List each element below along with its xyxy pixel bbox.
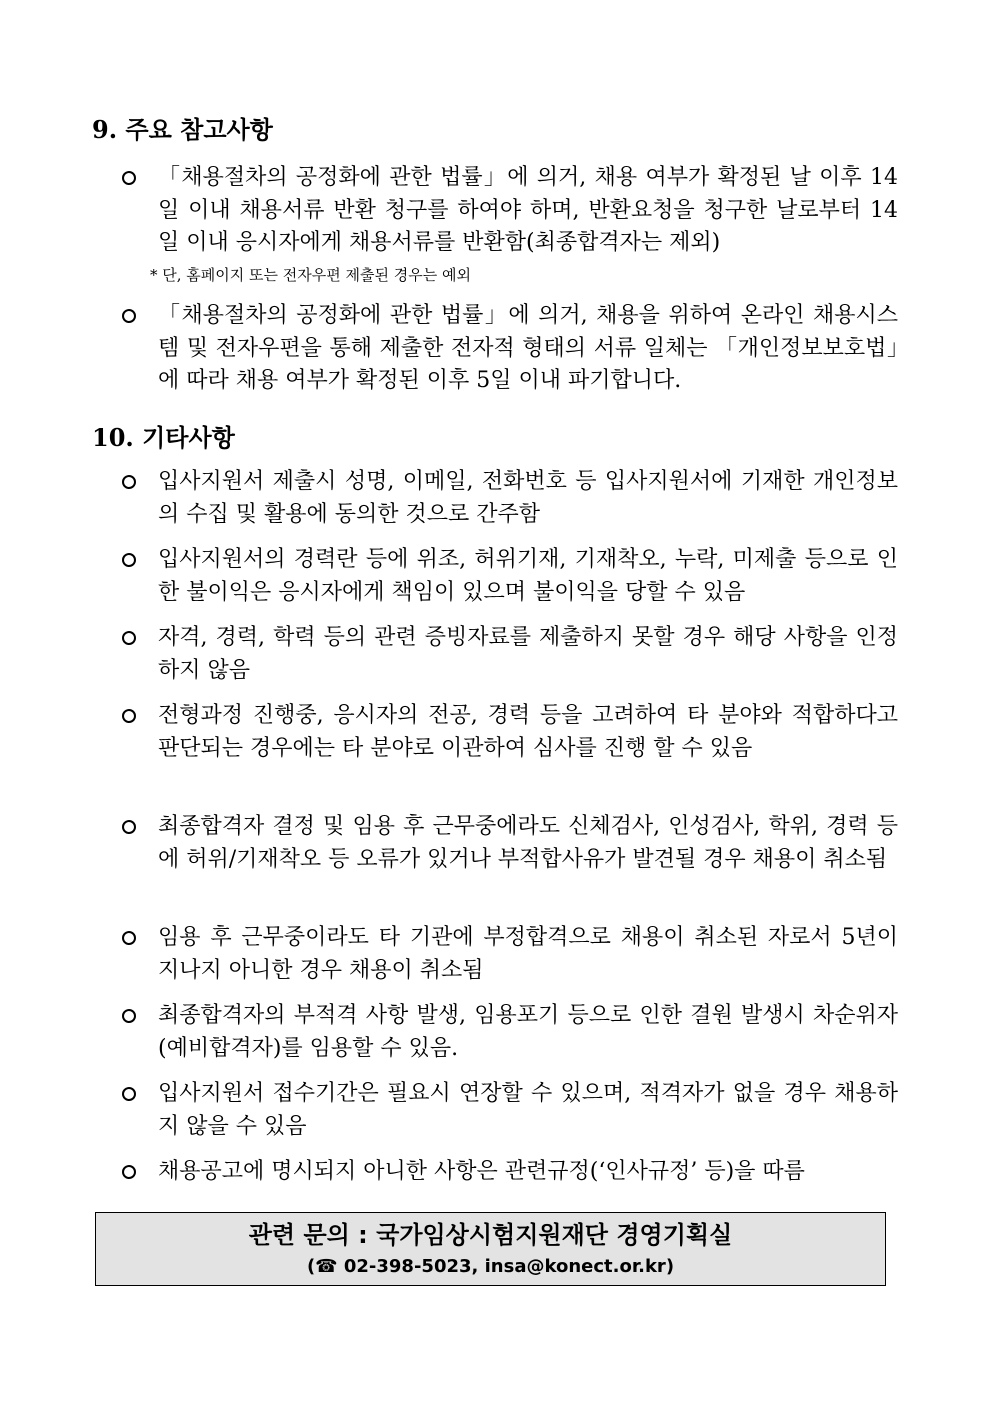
circle-bullet-icon	[122, 1165, 136, 1179]
contact-title: 관련 문의 : 국가임상시험지원재단 경영기획실	[248, 1221, 733, 1249]
section-10-item-8-text: 입사지원서 접수기간은 필요시 연장할 수 있으며, 적격자가 없을 경우 채용하지 않을 수 있음	[158, 1081, 898, 1139]
section-10-item-5-text: 최종합격자 결정 및 임용 후 근무중에라도 신체검사, 인성검사, 학위, 경력 등에 허위/기재착오 등 오류가 있거나 부적합사유가 발견될 경우 채용이 취소됨	[158, 814, 898, 872]
section-9-item-2-text: 「채용절차의 공정화에 관한 법률」에 의거, 채용을 위하여 온라인 채용시스템 및 전자우편을 통해 제출한 전자적 형태의 서류 일체는 「개인정보보호법」에 따라 채용 여부가 확정된 이후 5일 이내 파기합니다.	[158, 303, 898, 393]
section-10-heading: 10. 기타사항	[92, 423, 235, 452]
circle-bullet-icon	[122, 309, 136, 323]
section-9-heading: 9. 주요 참고사항	[92, 115, 273, 144]
circle-bullet-icon	[122, 631, 136, 645]
section-9-item-1-text: 「채용절차의 공정화에 관한 법률」에 의거, 채용 여부가 확정된 날 이후 14일 이내 채용서류 반환 청구를 하여야 하며, 반환요청을 청구한 날로부터 14일 이내 응시자에게 채용서류를 반환함(최종합격자는 제외)	[158, 165, 898, 255]
circle-bullet-icon	[122, 475, 136, 489]
section-10-item-3-text: 자격, 경력, 학력 등의 관련 증빙자료를 제출하지 못할 경우 해당 사항을 인정하지 않음	[158, 625, 898, 683]
section-9-note: * 단, 홈페이지 또는 전자우편 제출된 경우는 예외	[150, 266, 471, 284]
contact-phone-email: (☎ 02-398-5023, insa@konect.or.kr)	[306, 1256, 675, 1277]
contact-info-box	[95, 1212, 886, 1286]
section-10-item-1-text: 입사지원서 제출시 성명, 이메일, 전화번호 등 입사지원서에 기재한 개인정보의 수집 및 활용에 동의한 것으로 간주함	[158, 469, 898, 527]
section-10-item-2-text: 입사지원서의 경력란 등에 위조, 허위기재, 기재착오, 누락, 미제출 등으로 인한 불이익은 응시자에게 책임이 있으며 불이익을 당할 수 있음	[158, 547, 898, 605]
circle-bullet-icon	[122, 820, 136, 834]
section-10-item-9-text: 채용공고에 명시되지 아니한 사항은 관련규정(‘인사규정’ 등)을 따름	[158, 1159, 805, 1184]
circle-bullet-icon	[122, 1009, 136, 1023]
section-10-item-4-text: 전형과정 진행중, 응시자의 전공, 경력 등을 고려하여 타 분야와 적합하다고 판단되는 경우에는 타 분야로 이관하여 심사를 진행 할 수 있음	[158, 703, 898, 761]
circle-bullet-icon	[122, 1087, 136, 1101]
section-10-item-6-text: 임용 후 근무중이라도 타 기관에 부정합격으로 채용이 취소된 자로서 5년이 지나지 아니한 경우 채용이 취소됨	[158, 925, 898, 983]
circle-bullet-icon	[122, 709, 136, 723]
circle-bullet-icon	[122, 553, 136, 567]
section-10-item-7-text: 최종합격자의 부적격 사항 발생, 임용포기 등으로 인한 결원 발생시 차순위자(예비합격자)를 임용할 수 있음.	[158, 1003, 898, 1061]
circle-bullet-icon	[122, 931, 136, 945]
circle-bullet-icon	[122, 171, 136, 185]
